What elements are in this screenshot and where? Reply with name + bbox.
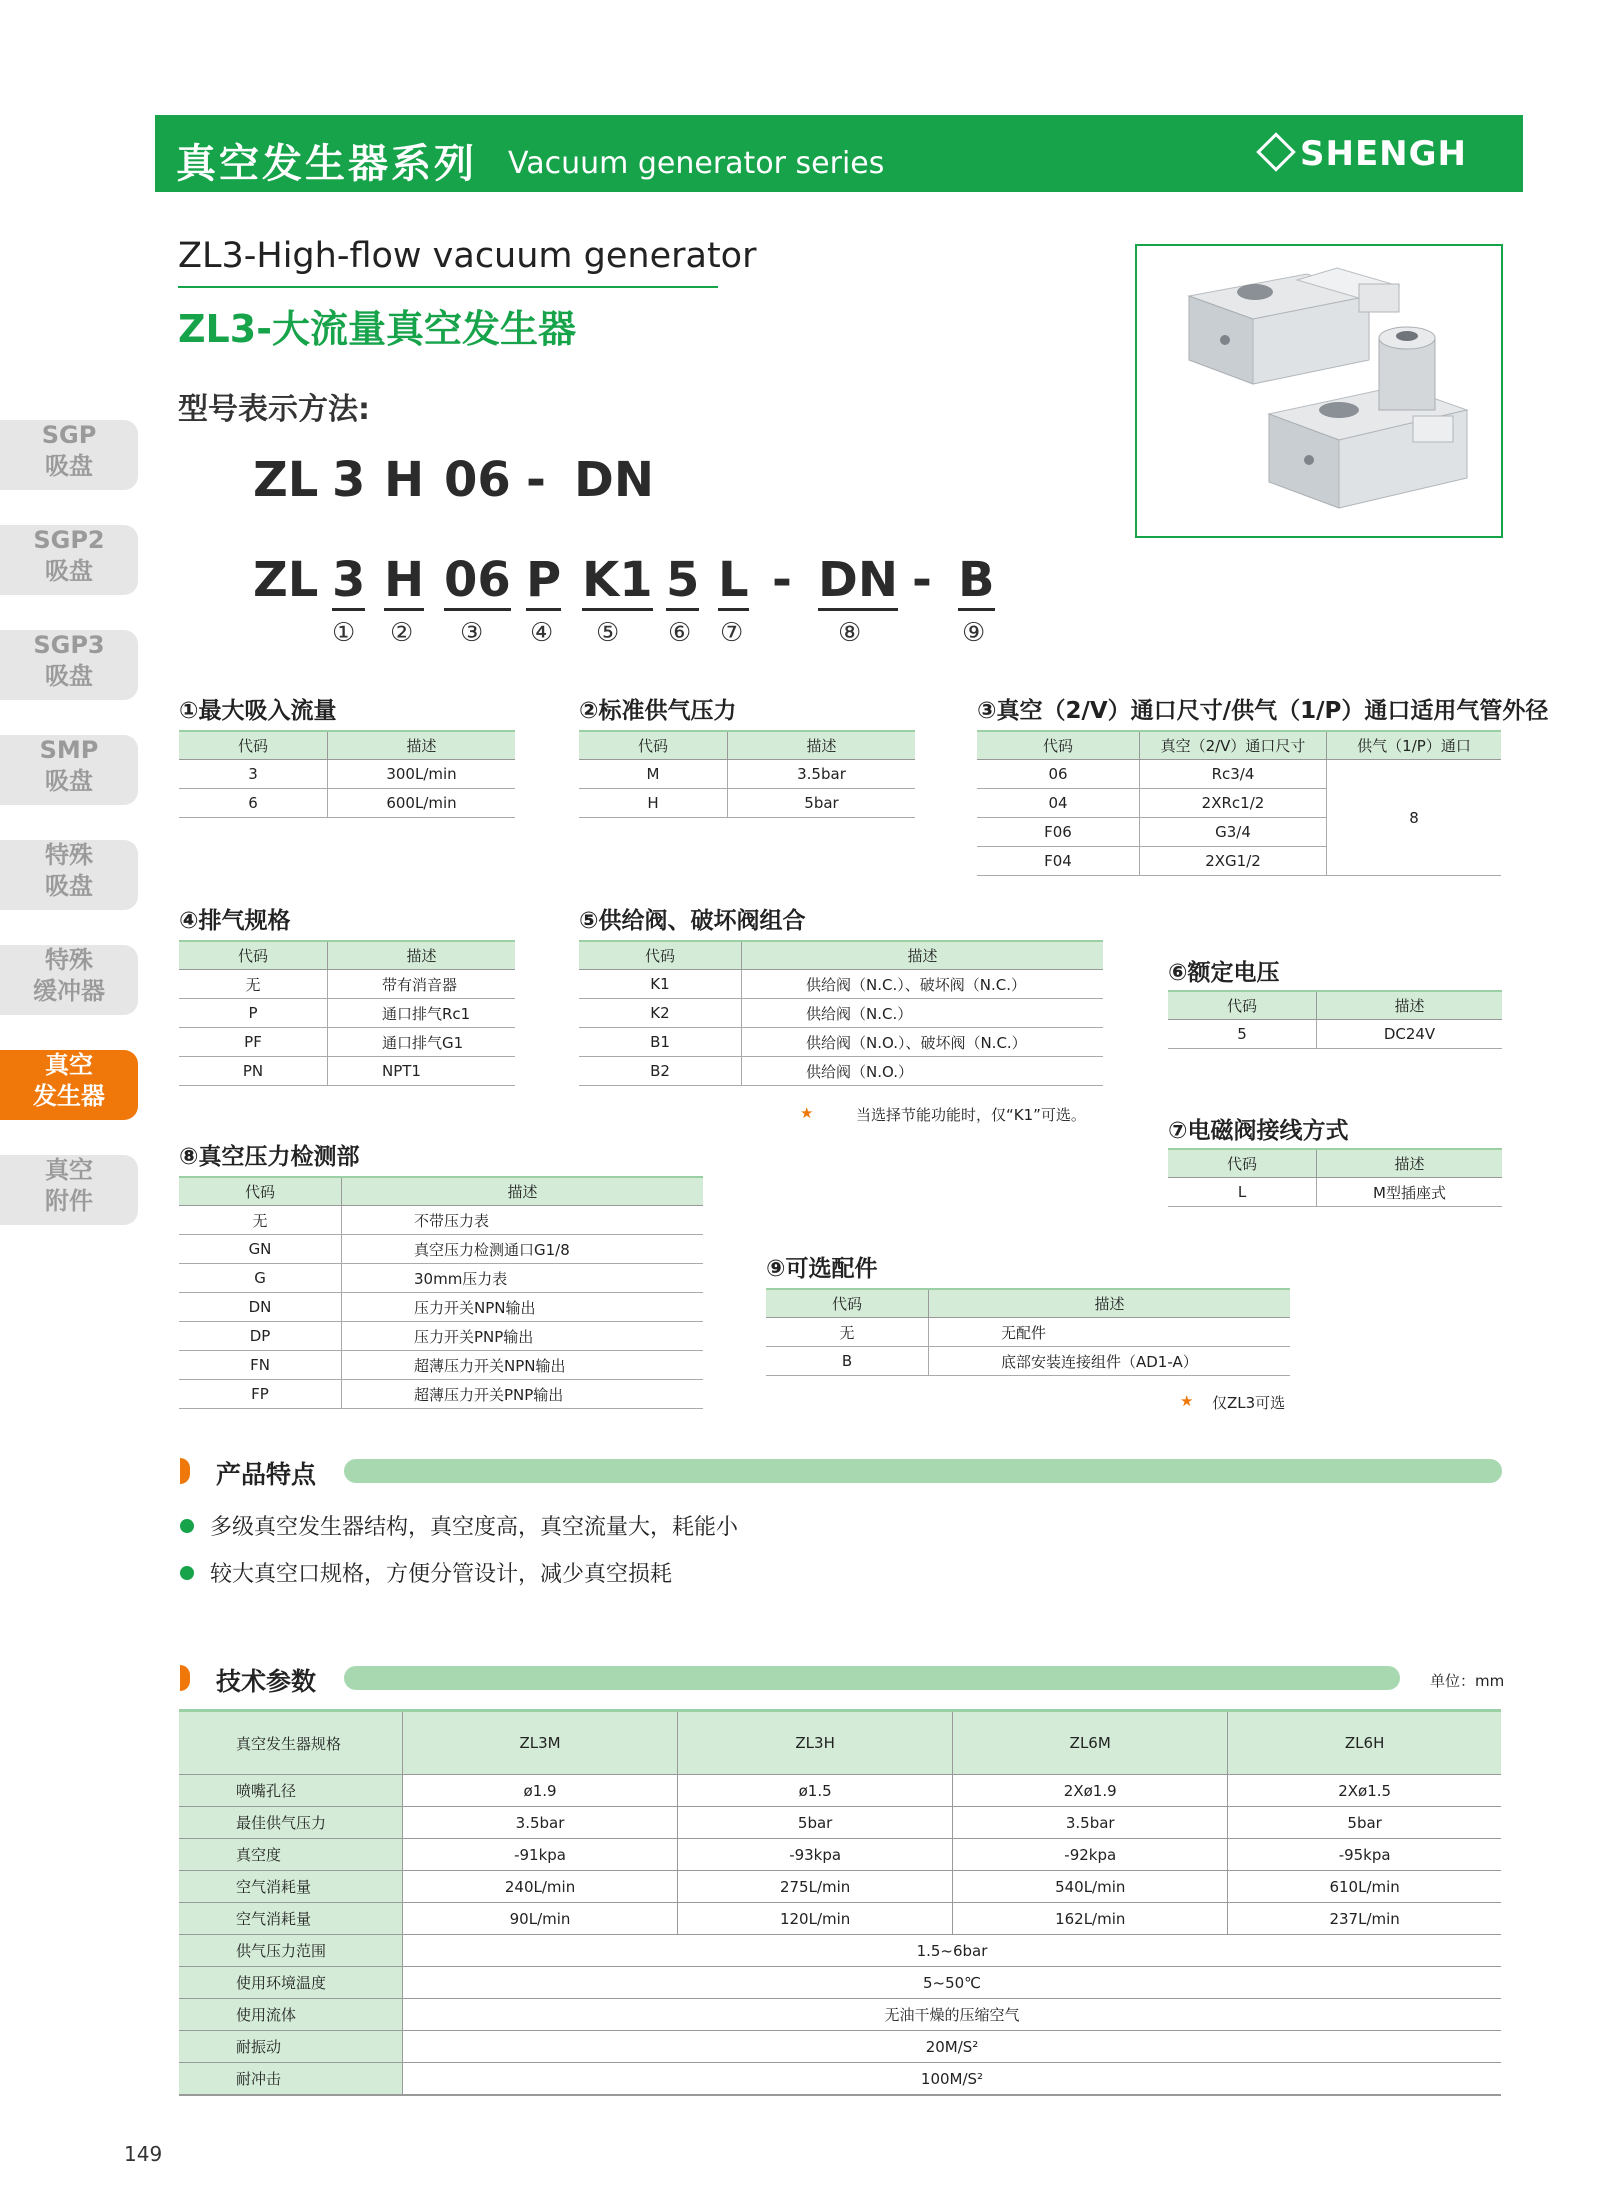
table-exhaust — [179, 940, 515, 1086]
section-title: ①最大吸入流量 — [179, 698, 337, 724]
table-header-row: 真空发生器规格 ZL3M ZL3H ZL6M ZL6H — [179, 1711, 1501, 1775]
table-row: 使用流体 无油干燥的压缩空气 — [179, 1999, 1501, 2031]
page-number: 149 — [124, 2142, 163, 2166]
table-row: 耐振动 20M/S² — [179, 2031, 1501, 2063]
table-row: FP 超薄压力开关PNP输出 — [179, 1380, 703, 1409]
bullet-dot-icon — [180, 1519, 194, 1533]
table-row: B 底部安装连接组件（AD1-A） — [766, 1347, 1290, 1376]
table-row: 真空度 -91kpa -93kpa -92kpa -95kpa — [179, 1839, 1501, 1871]
table-header: 代码 — [579, 731, 728, 760]
sidebar-item-smp[interactable]: SMP 吸盘 — [0, 735, 138, 805]
sidebar-item-vacuum-accessory[interactable]: 真空 附件 — [0, 1155, 138, 1225]
model1-part: ZL — [253, 452, 319, 508]
section-title: ③真空（2/V）通口尺寸/供气（1/P）通口适用气管外径 — [977, 698, 1549, 724]
table-row: P 通口排气Rc1 — [179, 999, 515, 1028]
table-row: L M型插座式 — [1168, 1178, 1502, 1207]
table-row: 04 2XRc1/2 — [977, 789, 1501, 818]
table-valve-combination — [579, 940, 1103, 1086]
features-bar — [344, 1459, 1502, 1483]
table-pressure-detection — [179, 1176, 703, 1409]
header-title-en: Vacuum generator series — [508, 146, 885, 181]
table-row: 喷嘴孔径 ø1.9 ø1.5 2Xø1.9 2Xø1.5 — [179, 1775, 1501, 1807]
table-header: 代码 — [1168, 1149, 1317, 1178]
model2-part: - — [912, 552, 932, 608]
title-underline — [178, 286, 718, 288]
section-marker-icon — [180, 1458, 190, 1484]
position-number: ⑤ — [596, 618, 620, 648]
table-row: K1 供给阀（N.C.）、破坏阀（N.C.） — [579, 970, 1103, 999]
table-row: DP 压力开关PNP输出 — [179, 1322, 703, 1351]
table-row: 耐冲击 100M/S² — [179, 2063, 1501, 2096]
position-number: ③ — [460, 618, 484, 648]
table-header: 描述 — [742, 941, 1104, 970]
table-row: PN NPT1 — [179, 1057, 515, 1086]
sidebar-item-special-buffer[interactable]: 特殊 缓冲器 — [0, 945, 138, 1015]
star-icon: ★ — [800, 1104, 814, 1122]
model2-part: L — [718, 552, 749, 611]
sidebar-item-vacuum-generator[interactable]: 真空 发生器 — [0, 1050, 138, 1120]
table-header: 代码 — [179, 1177, 342, 1206]
table-header: 代码 — [579, 941, 742, 970]
section-title: ④排气规格 — [179, 908, 291, 934]
model2-part: 5 — [666, 552, 699, 611]
model1-part: - — [526, 452, 546, 508]
table-row: F04 2XG1/2 — [977, 847, 1501, 876]
model1-part: 06 — [444, 452, 511, 508]
table-row: PF 通口排气G1 — [179, 1028, 515, 1057]
section-title: ⑨可选配件 — [766, 1256, 878, 1282]
table-row: M 3.5bar — [579, 760, 915, 789]
table-header: 代码 — [179, 941, 328, 970]
table-optional-accessory — [766, 1288, 1290, 1376]
feature-item: 较大真空口规格，方便分管设计，减少真空损耗 — [210, 1562, 673, 1587]
brand-logo: SHENGH — [1262, 134, 1467, 174]
table-row: K2 供给阀（N.C.） — [579, 999, 1103, 1028]
table-header: 描述 — [1317, 1149, 1503, 1178]
position-number: ⑦ — [720, 618, 744, 648]
position-number: ① — [332, 618, 356, 648]
sidebar-item-sgp3[interactable]: SGP3 吸盘 — [0, 630, 138, 700]
table-row: 无 不带压力表 — [179, 1206, 703, 1235]
model-method-label: 型号表示方法: — [178, 392, 370, 427]
table-row: 06 Rc3/4 8 — [977, 760, 1501, 789]
table-row: G 30mm压力表 — [179, 1264, 703, 1293]
vacuum-generator-illustration — [1137, 246, 1501, 536]
table-row: FN 超薄压力开关NPN输出 — [179, 1351, 703, 1380]
table-row: 空气消耗量 240L/min 275L/min 540L/min 610L/min — [179, 1871, 1501, 1903]
table-row: 最佳供气压力 3.5bar 5bar 3.5bar 5bar — [179, 1807, 1501, 1839]
table-row: DN 压力开关NPN输出 — [179, 1293, 703, 1322]
table-header: 代码 — [766, 1289, 929, 1318]
table-header: 代码 — [1168, 991, 1317, 1020]
accessory-note: 仅ZL3可选 — [1212, 1394, 1286, 1412]
table-row: 3 300L/min — [179, 760, 515, 789]
section-marker-icon — [180, 1665, 190, 1691]
model1-part: H — [384, 452, 425, 508]
model2-part: P — [526, 552, 561, 611]
table-row: 空气消耗量 90L/min 120L/min 162L/min 237L/min — [179, 1903, 1501, 1935]
product-image — [1135, 244, 1503, 538]
position-number: ② — [390, 618, 414, 648]
table-row: B1 供给阀（N.O.）、破坏阀（N.C.） — [579, 1028, 1103, 1057]
section-title: ②标准供气压力 — [579, 698, 737, 724]
tech-parameter-table — [179, 1709, 1501, 2096]
diamond-logo-icon — [1256, 132, 1296, 172]
product-title-cn: ZL3-大流量真空发生器 — [178, 307, 576, 351]
feature-item: 多级真空发生器结构，真空度高，真空流量大，耗能小 — [210, 1515, 739, 1540]
position-number: ④ — [530, 618, 554, 648]
model2-part: - — [772, 552, 792, 608]
header-title-cn: 真空发生器系列 — [176, 141, 477, 187]
table-header: 描述 — [342, 1177, 704, 1206]
model2-part: H — [384, 552, 424, 611]
table-port-size — [977, 730, 1501, 876]
table-row: GN 真空压力检测通口G1/8 — [179, 1235, 703, 1264]
table-header: 描述 — [328, 941, 516, 970]
model2-part: 3 — [332, 552, 365, 611]
section-title: ⑧真空压力检测部 — [179, 1144, 360, 1170]
table-row: 使用环境温度 5~50℃ — [179, 1967, 1501, 1999]
product-title-en: ZL3-High-flow vacuum generator — [178, 236, 757, 276]
table-supply-pressure — [579, 730, 915, 818]
table-header: 描述 — [328, 731, 516, 760]
model2-part: 06 — [444, 552, 511, 611]
table-header: 代码 — [977, 731, 1140, 760]
table-wiring — [1168, 1148, 1502, 1207]
table-row: B2 供给阀（N.O.） — [579, 1057, 1103, 1086]
star-icon: ★ — [1180, 1392, 1194, 1410]
tech-title: 技术参数 — [216, 1667, 317, 1696]
table-header: 代码 — [179, 731, 328, 760]
table-row: 无 无配件 — [766, 1318, 1290, 1347]
table-max-flow — [179, 730, 515, 818]
model2-part: ZL — [253, 552, 319, 608]
table-header: 描述 — [728, 731, 916, 760]
features-title: 产品特点 — [216, 1460, 317, 1489]
section-title: ⑦电磁阀接线方式 — [1168, 1118, 1349, 1144]
table-row: 6 600L/min — [179, 789, 515, 818]
position-number: ⑥ — [668, 618, 692, 648]
table-row: 无 带有消音器 — [179, 970, 515, 999]
table-row: 5 DC24V — [1168, 1020, 1502, 1049]
table-row: H 5bar — [579, 789, 915, 818]
model2-part: B — [958, 552, 995, 611]
table-rated-voltage — [1168, 990, 1502, 1049]
model1-part: DN — [574, 452, 655, 508]
table-header: 真空（2/V）通口尺寸 — [1140, 731, 1327, 760]
position-number: ⑧ — [838, 618, 862, 648]
position-number: ⑨ — [962, 618, 986, 648]
section-title: ⑥额定电压 — [1168, 960, 1280, 986]
model1-part: 3 — [332, 452, 366, 508]
sidebar-item-special-suction[interactable]: 特殊 吸盘 — [0, 840, 138, 910]
sidebar-item-sgp2[interactable]: SGP2 吸盘 — [0, 525, 138, 595]
table-row: 供气压力范围 1.5~6bar — [179, 1935, 1501, 1967]
table-row: F06 G3/4 — [977, 818, 1501, 847]
unit-label: 单位：mm — [1430, 1672, 1505, 1690]
tech-bar — [344, 1666, 1400, 1690]
sidebar-item-sgp[interactable]: SGP 吸盘 — [0, 420, 138, 490]
table-header: 供气（1/P）通口 — [1327, 731, 1502, 760]
valve-note: 当选择节能功能时，仅“K1”可选。 — [856, 1106, 1086, 1124]
table-header: 描述 — [1317, 991, 1503, 1020]
model2-part: DN — [818, 552, 898, 611]
table-header: 描述 — [929, 1289, 1291, 1318]
section-title: ⑤供给阀、破坏阀组合 — [579, 908, 806, 934]
bullet-dot-icon — [180, 1566, 194, 1580]
model2-part: K1 — [582, 552, 653, 611]
